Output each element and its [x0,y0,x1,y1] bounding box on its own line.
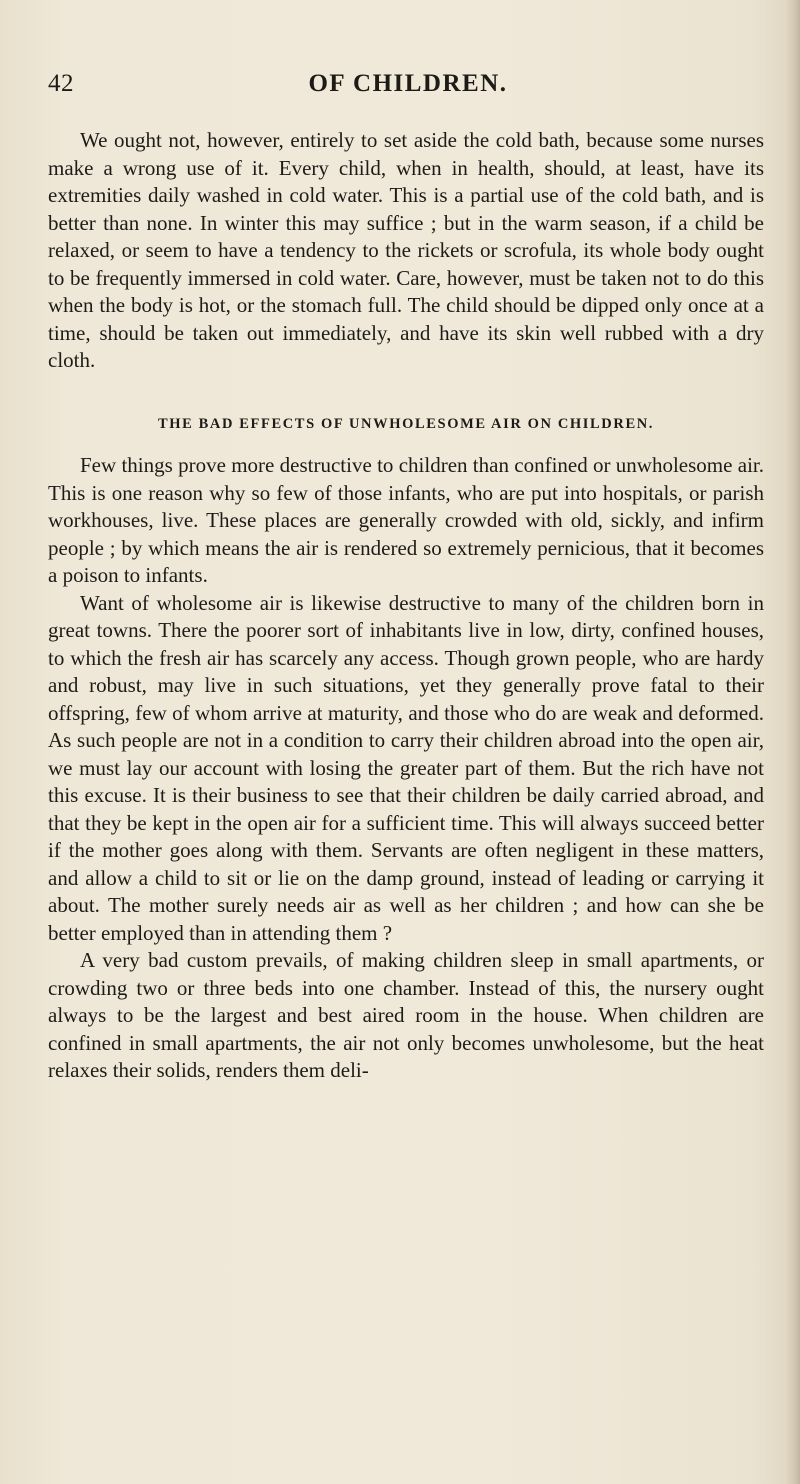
paragraph-great-towns: Want of wholesome air is likewise destructive to many of the children born in great towns. There the poorer sort of inhabitants live in low, dirty, confined houses, to which the fresh air has scarcely any access. Though grown people, who are hardy and robust, may live in such situations, yet they generally prove fatal to their offspring, few of whom arrive at maturity, and those who do are weak and deformed. As such people are not in a condition to carry their children abroad into the open air, we must lay our account with losing the greater part of them. But the rich have not this excuse. It is their business to see that their children be daily carried abroad, and that they be kept in the open air for a sufficient time. This will always succeed better if the mother goes along with them. Servants are often negligent in these matters, and allow a child to sit or lie on the damp ground, instead of leading or carrying it about. The mother surely needs air as well as her children ; and how can she be better employed than in attending them ? [48,590,764,945]
page-header [48,70,768,110]
section-heading: THE BAD EFFECTS OF UNWHOLESOME AIR ON CHILDREN. [157,415,655,432]
paragraph-small-apartments: A very bad custom prevails, of making children sleep in small apartments, or crowding two or three beds into one chamber. Instead of this, the nursery ought always to be the largest and best aired room in the house. When children are confined in small apartments, the air not only becomes unwholesome, but the heat relaxes their solids, renders them deli- [48,948,764,1082]
paragraph-cold-bath: We ought not, however, entirely to set aside the cold bath, because some nurses make a wrong use of it. Every child, when in health, should, at least, have its extremities daily washed in cold water. This is a partial use of the cold bath, and is better than none. In winter this may suffice ; but in the warm season, if a child be relaxed, or seem to have a tendency to the rickets or scrofula, its whole body ought to be frequently immersed in cold water. Care, however, must be taken not to do this when the body is hot, or the stomach full. The child should be dipped only once at a time, should be taken out immediately, and have its skin well rubbed with a dry cloth. [48,128,764,372]
page-edge-shadow [786,0,800,1484]
body-text [48,127,764,1085]
paragraph-confined-air: Few things prove more destructive to children than confined or unwholesome air. This is one reason why so few of those infants, who are put into hospitals, or parish workhouses, live. These places are generally crowded with old, sickly, and infirm people ; by which means the air is rendered so extremely pernicious, that it becomes a poison to infants. [48,453,764,587]
running-title: OF CHILDREN. [308,70,508,97]
page-number: 42 [48,70,74,97]
